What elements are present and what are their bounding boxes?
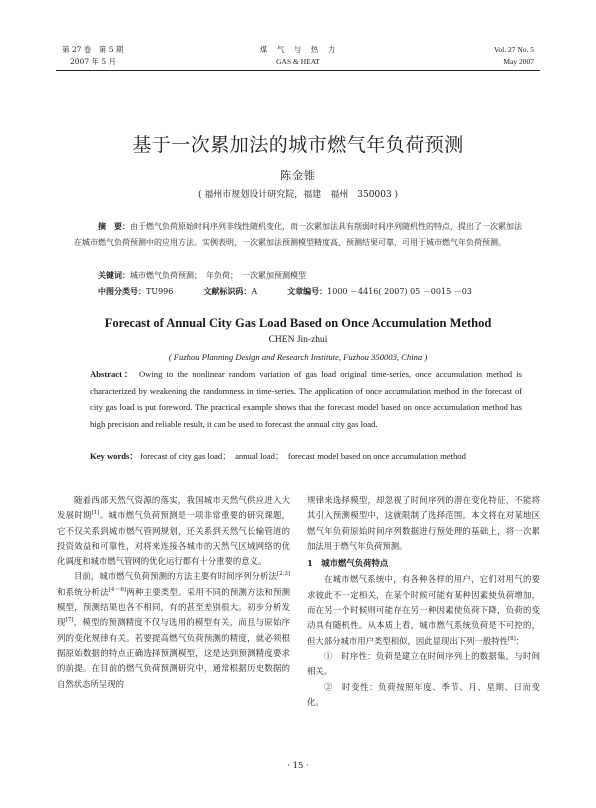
abstract-en-label: Abstract： [90,369,135,379]
keywords-en [90,448,522,465]
text-span: 随着西部天然气资源的落实，我国城市天然气供应进入大发展时期 [57,495,290,521]
abstract-en-text: Owing to the nonlinear random variation of gas load original time-series, once accumulation method is characterized by weakening the randomness in time-series. The application of once accumulation method in the forecast of city gas load is put foreword. The practical example shows that the forecast model based on once accumulation method has high precision and reliable result, it can be used to forecast the annual city gas load. [90,369,522,429]
continued-paragraph: 规律来选择模型，却忽视了时间序列的潜在变化特征，不能将其引入预测模型中，这就限制了选择范围。本文将在对某地区燃气年负荷原始时间序列数据进行预处理的基础上，将一次累加法用于燃气年负荷预测。 [307,495,540,551]
text-span: 两种主要类型。采用不同的预测方法和预测模型，预测结果也各不相同，有的甚至差别很大。初步分析发现 [57,586,291,628]
body-left-column [57,493,290,692]
citation: [4～6] [108,586,127,593]
text-span: ： [515,635,525,646]
intro-paragraph-1 [57,493,290,569]
article-id-value: 1000 －4416( 2007) 05 －0015 －03 [327,287,472,296]
page-number: · 15 · [287,761,309,771]
affiliation-cn: ( 福州市规划设计研究院，福建 福州 350003 ) [197,190,399,200]
citation: [2,3] [276,571,290,578]
author-en: CHEN Jin-zhui [268,335,328,345]
classification-line [98,284,522,300]
citation: [1] [91,510,100,517]
keywords-en-label: Key words： [90,451,138,461]
citation: [7] [65,617,74,624]
text-span: 和系统分析法 [57,586,109,597]
characteristic-item-1: ① 时序性：负荷是建立在时间序列上的数据集，与时间相关。 [307,650,540,677]
section-heading-1: 1 城市燃气负荷特点 [307,558,389,569]
clc-value: TU996 [146,287,174,296]
header-volume: 第 27 卷 第 5 期 [62,45,124,54]
affiliation-en: ( Fuzhou Planning Design and Research Institute, Fuzhou 350003, China ) [168,352,428,362]
header-volume-en: Vol. 27 No. 5 [493,45,534,54]
keywords-cn [98,268,522,284]
paper-title-en: Forecast of Annual City Gas Load Based on Once Accumulation Method [104,316,492,330]
section-1-paragraph-1 [307,572,540,648]
author-cn: 陈金锥 [280,169,316,182]
text-span: 。城市燃气负荷预测是一项非常重要的研究课题，它不仅关系到城市燃气管网规划，还关系到天然气长输管道的投资效益和可靠性，对将来连接各城市的天然气区域网络的优化调度和城市燃气管网的优化运行都有十分重要的意义。 [57,510,291,567]
characteristic-item-2: ② 时变性：负荷按照年度、季节、月、星期、日而变化。 [307,681,540,707]
keywords-cn-text: 城市燃气负荷预测； 年负荷； 一次累加预测模型 [130,271,306,280]
intro-paragraph-2 [57,569,290,691]
abstract-cn [74,219,522,250]
abstract-en [90,366,522,432]
article-id-label: 文章编号： [287,286,328,296]
header-date-en: May 2007 [503,57,534,66]
header-rule [56,70,540,71]
keywords-en-text: forecast of city gas load； annual load； forecast model based on once accumulation method [140,451,466,461]
clc-label: 中图分类号： [98,286,146,296]
doc-code-value: A [251,287,258,296]
text-span: 在城市燃气系统中，有各种各样的用户，它们对用气的要求彼此不一定相关，在某个时候可能有某种因素使负荷增加，而在另一个时候则可能存在另一种因素使负荷下降，负荷的变动具有随机性。从本质上看，城市燃气系统负荷是不可控的，但大部分城市用户类型相似，因此显现出下列一般特性 [307,574,540,646]
body-right-column [307,493,540,710]
text-span: 目前，城市燃气负荷预测的方法主要有时间序列分析法 [74,571,277,582]
journal-name-cn: 煤 气 与 热 力 [259,45,337,54]
abstract-cn-text: 由于燃气负荷原始时间序列非线性随机变化，而一次累加法具有削弱时间序列随机性的特点，提出了一次累加法在城市燃气负荷预测中的应用方法。实例表明，一次累加法预测模型精度高，预测结果可靠，可用于城市燃气年负荷预测。 [74,222,522,247]
citation: [8] [508,635,516,642]
keywords-cn-label: 关键词： [98,270,130,280]
text-span: ，模型的预测精度不仅与选用的模型有关，而且与原始序列的变化规律有关。若要提高燃气负荷预测的精度，就必须根据原始数据的特点正确选择预测模型，这是达到预测精度要求的前提。在目前的燃气负荷预测研究中，通常根据历史数据的自然状态所呈现的 [57,617,291,689]
journal-name-en: GAS & HEAT [276,57,320,66]
paper-title-cn: 基于一次累加法的城市燃气年负荷预测 [132,134,464,156]
header-date: 2007 年 5 月 [70,57,117,66]
abstract-cn-label: 摘 要： [98,221,130,231]
doc-code-label: 文献标识码： [203,286,252,296]
